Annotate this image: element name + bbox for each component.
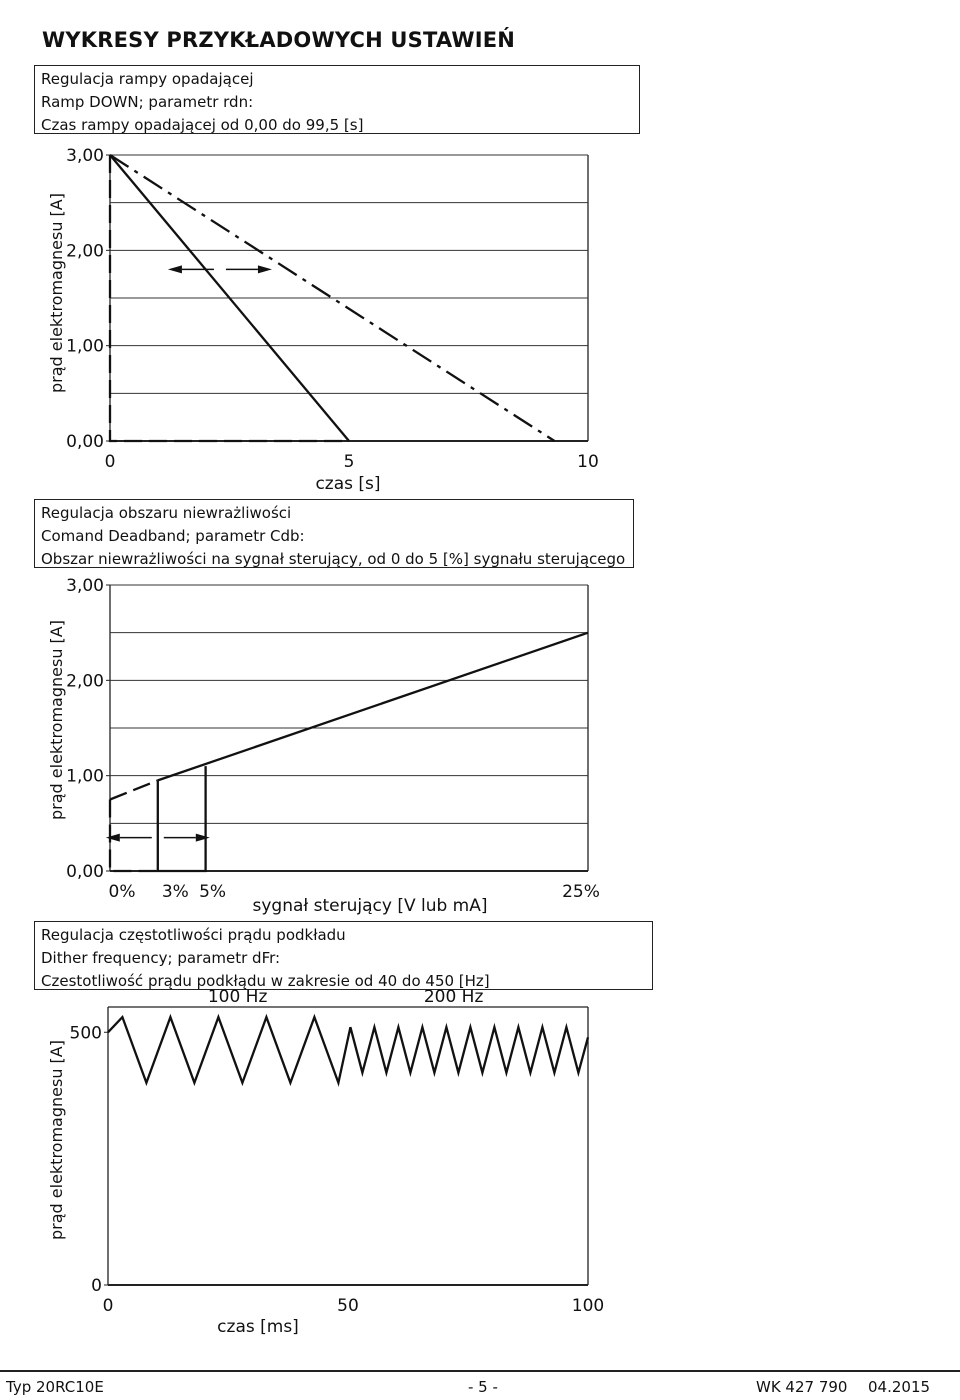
arrow-left-head <box>168 265 182 273</box>
arrow-right-head <box>196 834 210 842</box>
x-tick-label: 50 <box>337 1296 359 1316</box>
ramp-down-heading: Regulacja rampy opadającej <box>41 70 254 88</box>
y-tick-label: 500 <box>69 1023 102 1044</box>
deadband-heading: Regulacja obszaru niewrażliwości <box>41 504 292 522</box>
x-tick-label: 3% <box>161 882 189 902</box>
ramp-down-description: Czas rampy opadającej od 0,00 do 99,5 [s] <box>41 116 364 134</box>
y-tick-label: 3,00 <box>66 576 104 596</box>
ramp-down-parameter: Ramp DOWN; parametr rdn: <box>41 93 254 111</box>
dither-chart <box>0 986 960 1345</box>
x-tick-label: 0% <box>108 882 136 902</box>
x-tick-label: 25% <box>562 882 600 902</box>
y-axis-label: prąd elektromagnesu [A] <box>47 1040 66 1240</box>
ramp-down-info-box <box>34 65 640 134</box>
y-tick-label: 1,00 <box>66 766 104 787</box>
deadband-parameter: Comand Deadband; parametr Cdb: <box>41 527 305 545</box>
x-axis-label: sygnał sterujący [V lub mA] <box>252 896 488 916</box>
frequency-annotation: 100 Hz <box>207 986 268 1007</box>
dither-heading: Regulacja częstotliwości prądu podkładu <box>41 926 346 944</box>
page-title: WYKRESY PRZYKŁADOWYCH USTAWIEŃ <box>42 28 516 52</box>
y-tick-label: 2,00 <box>66 241 104 262</box>
frequency-annotation: 200 Hz <box>423 986 484 1007</box>
x-axis-label: czas [s] <box>315 474 381 494</box>
y-tick-label: 3,00 <box>66 146 104 166</box>
y-tick-label: 1,00 <box>66 336 104 357</box>
x-tick-label: 5% <box>199 882 227 902</box>
deadband-chart <box>0 570 960 920</box>
x-axis-label: czas [ms] <box>217 1317 299 1337</box>
deadband-description: Obszar niewrażliwości na sygnał sterujący, od 0 do 5 [%] sygnału sterującego <box>41 550 626 568</box>
x-tick-label: 0 <box>102 1296 114 1316</box>
series-line <box>158 766 206 871</box>
x-tick-label: 5 <box>343 452 355 472</box>
y-tick-label: 2,00 <box>66 671 104 692</box>
arrow-left-head <box>106 834 120 842</box>
arrow-right-head <box>258 265 272 273</box>
series-line <box>110 780 158 799</box>
dither-info-box <box>34 921 653 990</box>
y-tick-label: 0,00 <box>66 862 104 882</box>
series-line <box>108 1017 588 1083</box>
x-tick-label: 10 <box>577 452 599 472</box>
dither-parameter: Dither frequency; parametr dFr: <box>41 949 281 967</box>
x-tick-label: 100 <box>571 1296 605 1316</box>
x-tick-label: 0 <box>104 452 116 472</box>
dither-description: Czestotliwość prądu podkłądu w zakresie od 40 do 450 [Hz] <box>41 972 490 990</box>
y-axis-label: prąd elektromagnesu [A] <box>47 620 66 820</box>
footer-rule <box>0 1370 960 1372</box>
ramp-down-chart <box>0 140 960 500</box>
y-axis-label: prąd elektromagnesu [A] <box>47 193 66 393</box>
series-line <box>158 633 588 781</box>
y-tick-label: 0 <box>91 1276 102 1296</box>
footer-type: Typ 20RC10E <box>6 1378 104 1396</box>
footer-document-code: WK 427 790 <box>756 1378 848 1396</box>
footer-page-number: - 5 - <box>468 1378 498 1396</box>
y-tick-label: 0,00 <box>66 432 104 452</box>
deadband-info-box <box>34 499 634 568</box>
footer-date: 04.2015 <box>868 1378 931 1396</box>
